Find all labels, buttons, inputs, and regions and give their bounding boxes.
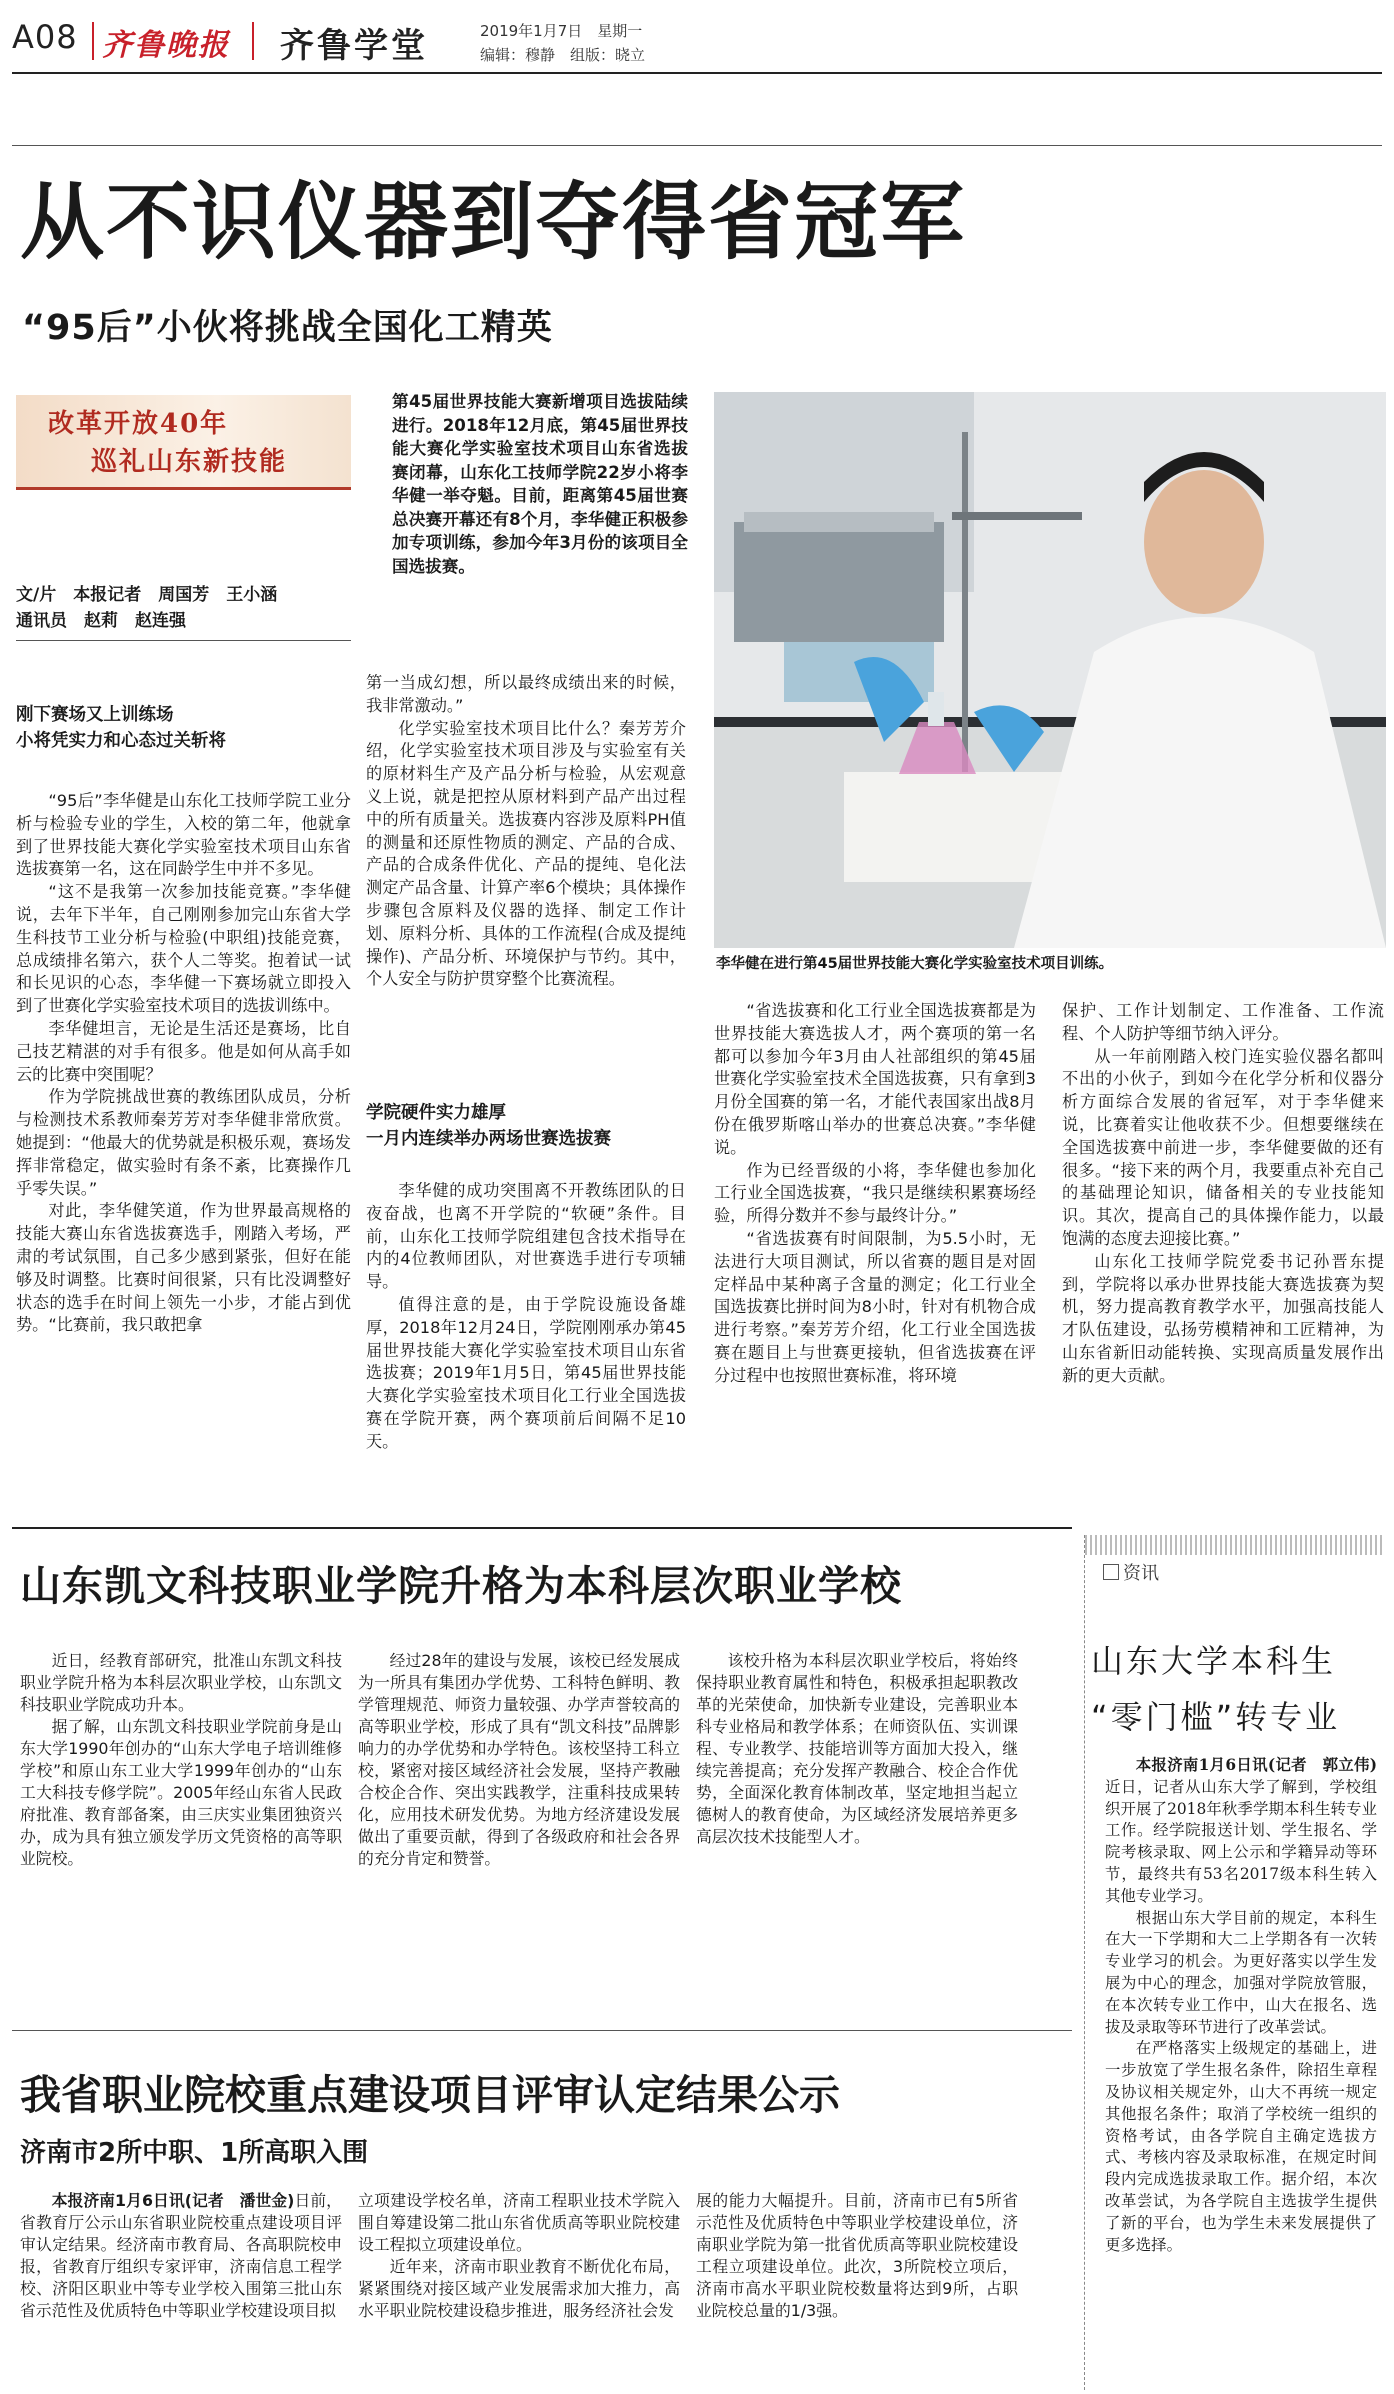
byline-rule <box>16 640 351 641</box>
section-rule <box>12 2030 1072 2031</box>
lab-photo-illustration <box>714 392 1386 948</box>
badge-line-2: 巡礼山东新技能 <box>91 447 288 477</box>
kaiwen-column-2 <box>358 1650 680 2015</box>
paragraph: 该校升格为本科层次职业学校后，将始终保持职业教育属性和特色，积极承担起职教改革的光荣使命，加快新专业建设，完善职业本科专业格局和教学体系；在师资队伍、实训课程、专业教学、技能培训等方面加大投入，继续完善提高；充分发挥产教融合、校企合作优势，全面深化教育体制改革，坚定地担当起立德树人的教育使命，为区域经济发展培养更多高层次技术技能型人才。 <box>696 1651 1018 1846</box>
kaiwen-column-1 <box>20 1650 342 2015</box>
box-headline-line: 山东大学本科生 <box>1091 1642 1337 1680</box>
masthead-divider <box>252 22 254 60</box>
section-rule <box>12 1527 1072 1529</box>
header-rule <box>12 72 1382 74</box>
paragraph: 保护、工作计划制定、工作准备、工作流程、个人防护等细节纳入评分。 <box>1062 1001 1384 1043</box>
paragraph: 第一当成幻想，所以最终成绩出来的时候，我非常激动。” <box>366 673 686 715</box>
lead-column-3 <box>714 1000 1036 1515</box>
jnvoc-column-1 <box>20 2190 342 2386</box>
lead-subhead: “95后”小伙将挑战全国化工精英 <box>22 308 553 348</box>
badge-line-1: 改革开放40年 <box>48 409 229 439</box>
lead-column-1 <box>16 790 351 1515</box>
paragraph: “95后”李华健是山东化工技师学院工业分析与检验专业的学生，入校的第二年，他就拿到了世界技能大赛化学实验室技术项目山东省选拔赛第一名，这在同龄学生中并不多见。 <box>16 791 351 879</box>
column-badge <box>16 395 351 490</box>
paragraph: 作为已经晋级的小将，李华健也参加化工行业全国选拔赛，“我只是继续积累赛场经验，所得分数并不参与最终计分。” <box>714 1160 1036 1226</box>
paragraph: 山东化工技师学院党委书记孙晋东提到，学院将以承办世界技能大赛选拔赛为契机，努力提高教育教学水平，加强高技能人才队伍建设，弘扬劳模精神和工匠精神，为山东省新旧动能转换、实现高质量发展作出新的更大贡献。 <box>1062 1251 1384 1385</box>
paragraph: 在严格落实上级规定的基础上，进一步放宽了学生报名条件，除招生章程及协议相关规定外，山大不再统一规定其他报名条件；取消了学校统一组织的资格考试，由各学院自主确定选拔方式、考核内容及录取标准，在规定时间段内完成选拔录取工作。据介绍，本次改革尝试，为各学院自主选拔学生提供了新的平台，也为学生未来发展提供了更多选择。 <box>1105 2039 1377 2254</box>
box-headline <box>1091 1633 1340 1745</box>
kaiwen-headline: 山东凯文科技职业学院升格为本科层次职业学校 <box>20 1562 902 1610</box>
box-top-texture <box>1085 1535 1385 1555</box>
box-body <box>1105 1755 1377 2387</box>
photo-caption: 李华健在进行第45届世界技能大赛化学实验室技术项目训练。 <box>716 956 1114 972</box>
jnvoc-subhead: 济南市2所中职、1所高职入围 <box>20 2138 369 2168</box>
date-line: 2019年1月7日 星期一 <box>480 22 643 40</box>
lead-intro: 第45届世界技能大赛新增项目选拔陆续进行。2018年12月底，第45届世界技能大赛化学实验室技术项目山东省选拔赛闭幕，山东化工技师学院22岁小将李华健一举夺魁。目前，距离第45届世赛总决赛开幕还有8个月，李华健正积极参加专项训练，参加今年3月份的该项目全国选拔赛。 <box>392 392 688 576</box>
lead-headline: 从不识仪器到夺得省冠军 <box>20 173 967 271</box>
jnvoc-column-3 <box>696 2190 1018 2386</box>
page-number: A08 <box>12 18 78 56</box>
dateline: 本报济南1月6日讯(记者 潘世金) <box>51 2191 295 2210</box>
subhead-line: 学院硬件实力雄厚 <box>366 1103 506 1123</box>
paragraph: 李华健坦言，无论是生活还是赛场，比自己技艺精湛的对手有很多。他是如何从高手如云的比赛中突围呢？ <box>16 1018 351 1084</box>
box-headline-line: “零门槛”转专业 <box>1091 1698 1341 1736</box>
paragraph: 对此，李华健笑道，作为世界最高规格的技能大赛山东省选拔赛选手，刚踏入考场，严肃的考试氛围，自己多少感到紧张，但好在能够及时调整。比赛时间很紧，只有比没调整好状态的选手在时间上领先一小步，才能占到优势。“比赛前，我只敢把拿 <box>16 1201 351 1335</box>
paragraph: 从一年前刚踏入校门连实验仪器名都叫不出的小伙子，到如今在化学分析和仪器分析方面综合发展的省冠军，对于李华健来说，比赛着实让他收获不少。但想要继续在全国选拔赛中前进一步，李华健要做的还有很多。“接下来的两个月，我要重点补充自己的基础理论知识，储备相关的专业技能知识。其次，提高自己的具体操作能力，以最饱满的态度去迎接比赛。” <box>1062 1046 1384 1248</box>
news-box <box>1084 1535 1385 2390</box>
byline-line: 文/片 本报记者 周国芳 王小涵 <box>16 585 278 605</box>
header-rule-2 <box>12 145 1382 146</box>
box-tag-icon <box>1103 1564 1119 1580</box>
lead-column-2a <box>366 672 686 1067</box>
paragraph: “省选拔赛有时间限制，为5.5小时，无法进行大项目测试，所以省赛的题目是对固定样品中某种离子含量的测定；化工行业全国选拔赛比拼时间为8小时，针对有机物合成进行考察。”秦芳芳介绍，化工行业全国选拔赛在题目上与世赛更接轨，但省选拔赛在评分过程中也按照世赛标准，将环境 <box>714 1228 1036 1385</box>
paragraph: 根据山东大学目前的规定，本科生在大一下学期和大二上学期各有一次转专业学习的机会。为更好落实以学生发展为中心的理念，加强对学院放管服，在本次转专业工作中，山大在报名、选拔及录取等环节进行了改革尝试。 <box>1105 1908 1377 2036</box>
paragraph: 值得注意的是，由于学院设施设备雄厚，2018年12月24日，学院刚刚承办第45届世界技能大赛化学实验室技术项目山东省选拔赛；2019年1月5日，第45届世界技能大赛化学实验室技术项目化工行业全国选拔赛在学院开赛，两个赛项前后间隔不足10天。 <box>366 1294 686 1451</box>
box-tag-label: 资讯 <box>1123 1563 1159 1584</box>
paragraph: 展的能力大幅提升。目前，济南市已有5所省示范性及优质特色中等职业学校建设单位，济南职业学院为第一批省优质高等职业院校建设工程立项建设单位。此次，3所院校立项后，济南市高水平职业院校数量将达到9所，占职业院校总量的1/3强。 <box>696 2191 1018 2320</box>
lead-subhead-1 <box>16 702 226 754</box>
lead-column-4 <box>1062 1000 1384 1515</box>
section-title: 齐鲁学堂 <box>280 26 428 66</box>
box-tag <box>1103 1559 1159 1585</box>
paragraph: “这不是我第一次参加技能竞赛。”李华健说，去年下半年，自己刚刚参加完山东省大学生科技节工业分析与检验(中职组)技能竞赛，总成绩排名第六，获个人二等奖。抱着试一试和长见识的心态，李华健一下赛场就立即投入到了世赛化学实验室技术项目的选拔训练中。 <box>16 882 351 1016</box>
paragraph: 李华健的成功突围离不开教练团队的日夜奋战，也离不开学院的“软硬”条件。目前，山东化工技师学院组建包含技术指导在内的4位教师团队，对世赛选手进行专项辅导。 <box>366 1181 686 1292</box>
subhead-line: 小将凭实力和心态过关斩将 <box>16 731 226 751</box>
paragraph: “省选拔赛和化工行业全国选拔赛都是为世界技能大赛选拔人才，两个赛项的第一名都可以参加今年3月由人社部组织的第45届世赛化学实验室技术全国选拔赛，只有拿到3月份全国赛的第一名，才能代表国家出战8月份在俄罗斯喀山举办的世赛总决赛。”李华健说。 <box>714 1001 1036 1157</box>
paragraph: 据了解，山东凯文科技职业学院前身是山东大学1990年创办的“山东大学电子培训维修学校”和原山东工业大学1999年创办的“山东工大科技专修学院”。2005年经山东省人民政府批准、教育部备案，由三庆实业集团独资兴办，成为具有独立颁发学历文凭资格的高等职业院校。 <box>20 1717 342 1868</box>
paragraph: 化学实验室技术项目比什么？秦芳芳介绍，化学实验室技术项目涉及与实验室有关的原材料生产及产品分析与检验，从宏观意义上说，就是把控从原材料到产品产出过程中的所有质量关。选拔赛内容涉及原料PH值的测量和还原性物质的测定、产品的合成、产品的合成条件优化、产品的提纯、皂化法测定产品含量、计算产率6个模块；具体操作步骤包含原料及仪器的选择、制定工作计划、原料分析、具体的工作流程(合成及提纯操作)、产品分析、环境保护与节约。其中，个人安全与防护贯穿整个比赛流程。 <box>366 718 686 989</box>
paragraph: 日前，省教育厅公示山东省职业院校重点建设项目评审认定结果。经济南市教育局、各高职院校申报，省教育厅组织专家评审，济南信息工程学校、济阳区职业中等专业学校入围第三批山东省示范性及优质特色中等职业学校建设项目拟 <box>20 2191 342 2320</box>
jnvoc-column-2 <box>358 2190 680 2386</box>
paragraph: 作为学院挑战世赛的教练团队成员，分析与检测技术系教师秦芳芳对李华健非常欣赏。她提到：“他最大的优势就是积极乐观，赛场发挥非常稳定，做实验时有条不紊，比赛操作几乎零失误。” <box>16 1087 351 1198</box>
dateline: 本报济南1月6日讯(记者 郭立伟) <box>1135 1756 1377 1774</box>
paper-logo: 齐鲁晚报 <box>102 28 230 63</box>
masthead-divider <box>92 22 94 60</box>
staff-line: 编辑：穆静 组版：晓立 <box>480 46 646 64</box>
lead-photo <box>714 392 1386 948</box>
byline <box>16 582 277 634</box>
masthead <box>0 0 1394 78</box>
lead-subhead-2 <box>366 1100 611 1152</box>
lead-column-2b <box>366 1180 686 1515</box>
subhead-line: 刚下赛场又上训练场 <box>16 705 174 725</box>
subhead-line: 一月内连续举办两场世赛选拔赛 <box>366 1129 611 1149</box>
jnvoc-headline: 我省职业院校重点建设项目评审认定结果公示 <box>20 2071 840 2119</box>
paragraph: 近日，经教育部研究，批准山东凯文科技职业学院升格为本科层次职业学校，山东凯文科技职业学院成功升本。 <box>20 1651 342 1714</box>
kaiwen-column-3 <box>696 1650 1018 2015</box>
paragraph: 立项建设学校名单，济南工程职业技术学院入围自筹建设第二批山东省优质高等职业院校建设工程拟立项建设单位。 <box>358 2191 680 2254</box>
paragraph: 经过28年的建设与发展，该校已经发展成为一所具有集团办学优势、工科特色鲜明、教学管理规范、师资力量较强、办学声誉较高的高等职业学校，形成了具有“凯文科技”品牌影响力的办学优势和办学特色。该校坚持工科立校，紧密对接区域经济社会发展，坚持产教融合校企合作、突出实践教学，注重科技成果转化，应用技术研发优势。为地方经济建设发展做出了重要贡献，得到了各级政府和社会各界的充分肯定和赞誉。 <box>358 1651 680 1868</box>
paragraph: 近年来，济南市职业教育不断优化布局，紧紧围绕对接区域产业发展需求加大推力，高水平职业院校建设稳步推进，服务经济社会发 <box>358 2257 680 2320</box>
byline-line: 通讯员 赵莉 赵连强 <box>16 611 186 631</box>
paragraph: 近日，记者从山东大学了解到，学校组织开展了2018年秋季学期本科生转专业工作。经学院报送计划、学生报名、学院考核录取、网上公示和学籍异动等环节，最终共有53名2017级本科生转入其他专业学习。 <box>1105 1777 1377 1905</box>
